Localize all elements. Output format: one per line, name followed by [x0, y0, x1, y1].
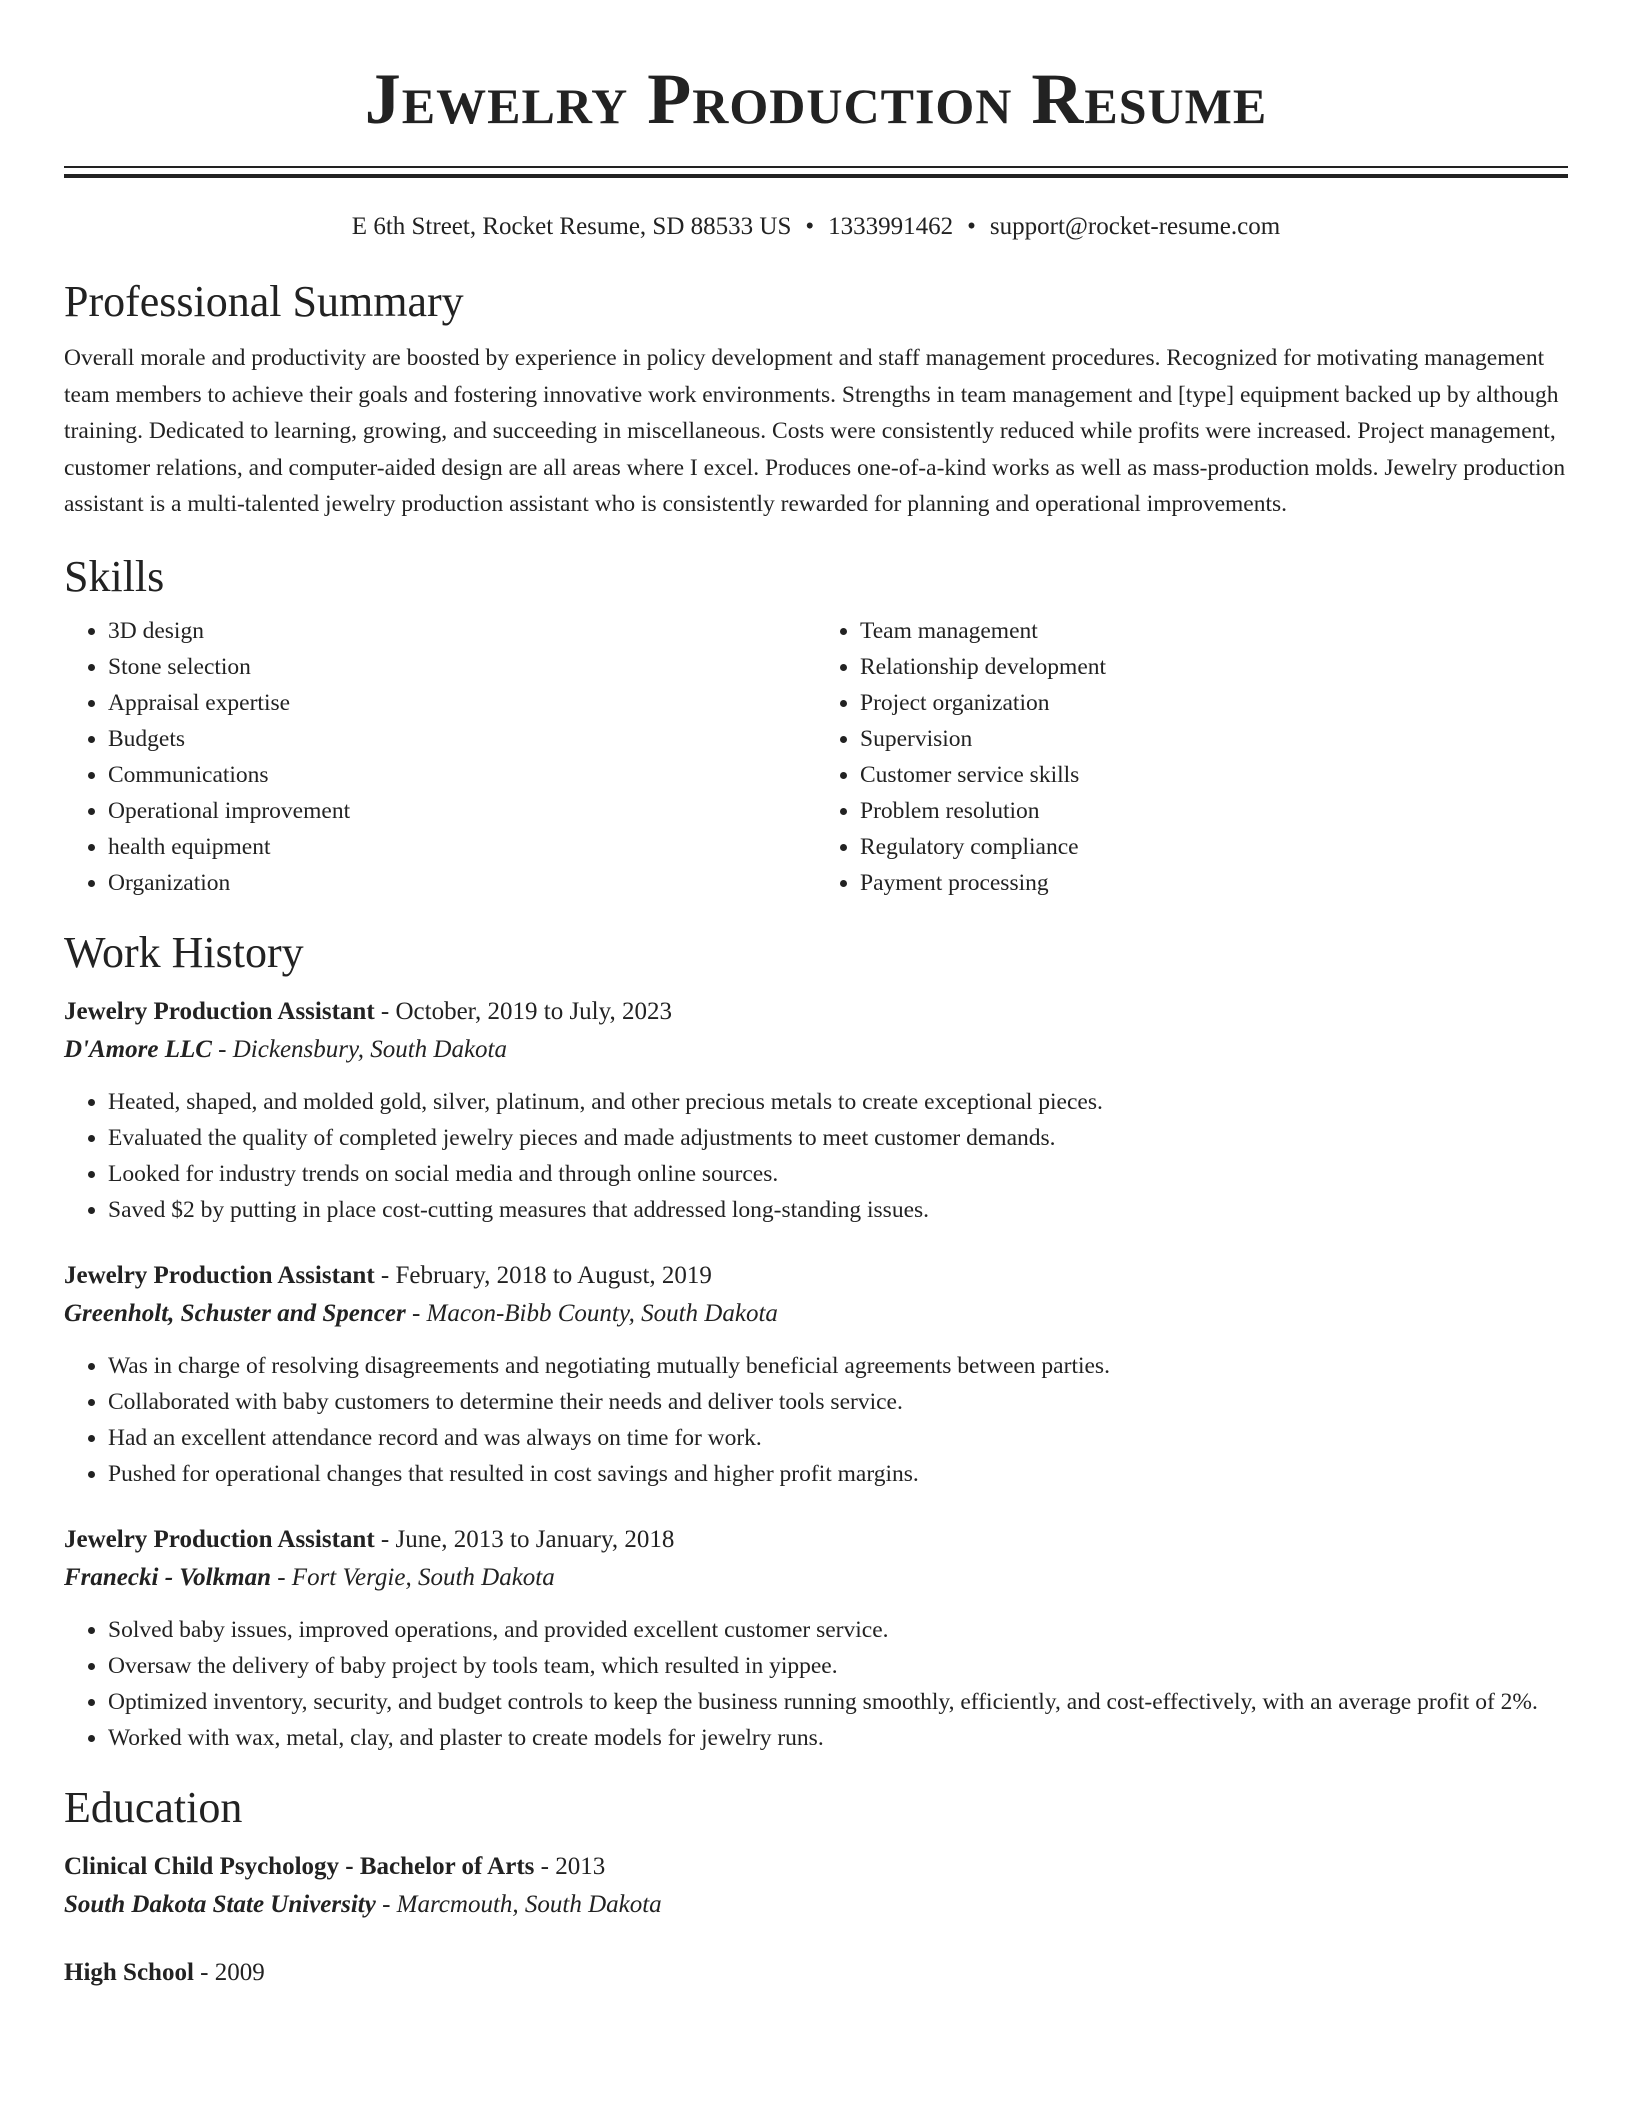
skill-item: • Regulatory compliance — [860, 829, 1568, 865]
job-location: - Fort Vergie, South Dakota — [270, 1563, 555, 1591]
skills-right-list — [816, 613, 1568, 901]
job-bullets — [64, 1612, 1568, 1756]
skill-item: • 3D design — [108, 613, 816, 649]
job-location: - Macon-Bibb County, South Dakota — [405, 1299, 778, 1327]
job-entry — [64, 993, 1568, 1228]
summary-text: Overall morale and productivity are boosted by experience in policy development and staff management procedures. Recognized for motivating management team members to achieve their goals and fostering innovative work environments. Strengths in team management and [type] equipment backed up by although training. Dedicated to learning, growing, and succeeding in miscellaneous. Costs were consistently reduced while profits were increased. Project management, customer relations, and computer-aided design are all areas where I excel. Produces one-of-a-kind works as well as mass-production molds. Jewelry production assistant is a multi-talented jewelry production assistant who is consistently rewarded for planning and operational improvements. — [64, 345, 1566, 518]
skill-item: • Team management — [860, 613, 1568, 649]
education-section — [64, 1782, 1568, 1992]
job-location: - Dickensbury, South Dakota — [211, 1035, 508, 1063]
job-bullet: • Evaluated the quality of completed jewelry pieces and made adjustments to meet customer demands. — [108, 1120, 1568, 1156]
education-heading: Education — [64, 1782, 243, 1832]
skills-left-list — [64, 613, 816, 901]
job-bullet: • Solved baby issues, improved operations, and provided excellent customer service. — [108, 1612, 1568, 1648]
skill-item: • Supervision — [860, 721, 1568, 757]
education-degree-line — [64, 1848, 1568, 1886]
education-school: South Dakota State University — [64, 1890, 376, 1918]
resume-title: Jewelry Production Resume — [364, 59, 1268, 139]
job-company: D'Amore LLC — [64, 1035, 212, 1063]
job-bullet: • Was in charge of resolving disagreements and negotiating mutually beneficial agreements between parties. — [108, 1348, 1568, 1384]
job-title-line — [64, 993, 1568, 1031]
skill-item: • Stone selection — [108, 649, 816, 685]
job-title: Jewelry Production Assistant — [64, 997, 375, 1025]
title-divider — [64, 166, 1568, 178]
education-entry — [64, 1848, 1568, 1924]
contact-separator: • — [967, 213, 976, 240]
job-title-line — [64, 1257, 1568, 1295]
skill-item: • Project organization — [860, 685, 1568, 721]
job-bullet: • Had an excellent attendance record and was always on time for work. — [108, 1420, 1568, 1456]
job-bullet: • Worked with wax, metal, clay, and plaster to create models for jewelry runs. — [108, 1720, 1568, 1756]
skill-item: • Appraisal expertise — [108, 685, 816, 721]
job-dates: - October, 2019 to July, 2023 — [374, 997, 672, 1025]
job-bullet: • Heated, shaped, and molded gold, silver, platinum, and other precious metals to create exceptional pieces. — [108, 1084, 1568, 1120]
education-degree: High School — [64, 1958, 194, 1986]
summary-section — [64, 276, 1568, 523]
skill-item: • Problem resolution — [860, 793, 1568, 829]
job-bullet: • Collaborated with baby customers to determine their needs and deliver tools service. — [108, 1384, 1568, 1420]
resume-page — [64, 0, 1568, 1992]
contact-line — [64, 212, 1568, 242]
skill-item: • Relationship development — [860, 649, 1568, 685]
job-bullet: • Optimized inventory, security, and budget controls to keep the business running smoothly, efficiently, and cost-effectively, with an average profit of 2%. — [108, 1684, 1568, 1720]
job-title: Jewelry Production Assistant — [64, 1261, 375, 1289]
skills-heading: Skills — [64, 551, 165, 601]
contact-email: support@rocket-resume.com — [989, 213, 1281, 240]
education-year: - 2009 — [193, 1958, 265, 1986]
job-bullet: • Looked for industry trends on social media and through online sources. — [108, 1156, 1568, 1192]
job-entry — [64, 1257, 1568, 1492]
education-entry — [64, 1954, 1568, 1992]
skills-section — [64, 551, 1568, 901]
skill-item: • Operational improvement — [108, 793, 816, 829]
education-degree: Clinical Child Psychology - Bachelor of Arts — [64, 1852, 535, 1880]
work-section — [64, 927, 1568, 1756]
contact-phone: 1333991462 — [828, 213, 954, 240]
job-bullet: • Pushed for operational changes that resulted in cost savings and higher profit margins. — [108, 1456, 1568, 1492]
skill-item: • Budgets — [108, 721, 816, 757]
skill-item: • Communications — [108, 757, 816, 793]
summary-heading: Professional Summary — [64, 277, 464, 326]
education-school-line — [64, 1886, 1568, 1924]
job-bullet: • Saved $2 by putting in place cost-cutting measures that addressed long-standing issues. — [108, 1192, 1568, 1228]
job-dates: - June, 2013 to January, 2018 — [374, 1525, 675, 1553]
contact-separator: • — [805, 213, 815, 240]
job-dates: - February, 2018 to August, 2019 — [374, 1261, 712, 1289]
job-company: Franecki - Volkman — [64, 1563, 271, 1591]
job-company-line — [64, 1295, 1568, 1333]
job-entry — [64, 1521, 1568, 1756]
work-heading: Work History — [64, 927, 304, 977]
education-year: - 2013 — [534, 1852, 606, 1880]
job-bullet: • Oversaw the delivery of baby project by tools team, which resulted in yippee. — [108, 1648, 1568, 1684]
skill-item: • Customer service skills — [860, 757, 1568, 793]
education-location: - Marcmouth, South Dakota — [375, 1890, 662, 1918]
contact-address: E 6th Street, Rocket Resume, SD 88533 US — [351, 213, 792, 240]
job-bullets — [64, 1084, 1568, 1228]
job-title-line — [64, 1521, 1568, 1559]
skills-columns — [64, 613, 1568, 901]
skill-item: • Payment processing — [860, 865, 1568, 901]
job-bullets — [64, 1348, 1568, 1492]
skill-item: • Organization — [108, 865, 816, 901]
job-company-line — [64, 1031, 1568, 1069]
job-title: Jewelry Production Assistant — [64, 1525, 375, 1553]
job-company: Greenholt, Schuster and Spencer — [64, 1299, 406, 1327]
job-company-line — [64, 1559, 1568, 1597]
skill-item: • health equipment — [108, 829, 816, 865]
education-degree-line — [64, 1954, 1568, 1992]
